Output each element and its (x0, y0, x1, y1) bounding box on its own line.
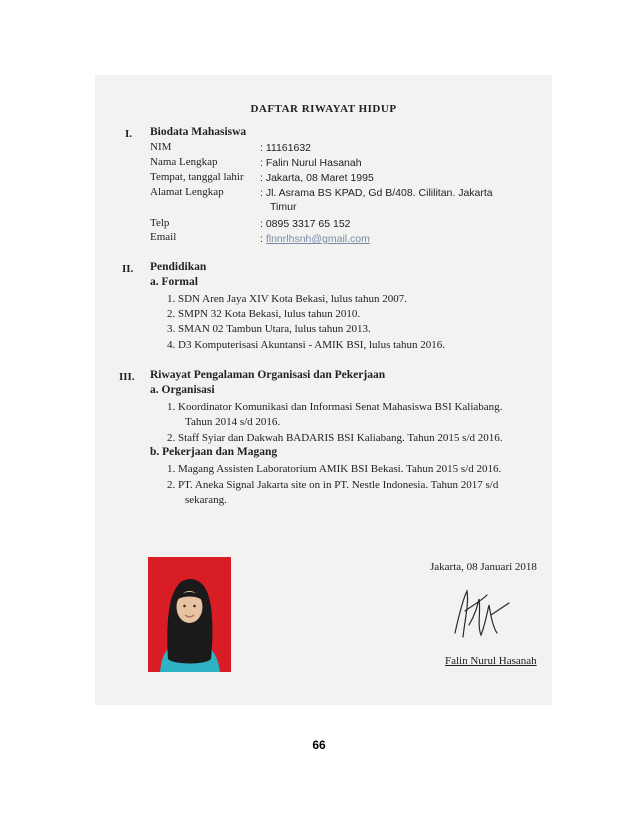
org-item-1: 1. Koordinator Komunikasi dan Informasi Senat Mahasiswa BSI Kaliabang. (167, 401, 503, 413)
org-item-1-line2: Tahun 2014 s/d 2016. (185, 416, 281, 428)
email-link[interactable]: flnnrlhsnh@gmail.com (265, 233, 370, 245)
org-item-2: 2. Staff Syiar dan Dakwah BADARIS BSI Kaliabang. Tahun 2015 s/d 2016. (167, 432, 503, 444)
job-item-1: 1. Magang Assisten Laboratorium AMIK BSI Bekasi. Tahun 2015 s/d 2016. (167, 463, 502, 475)
label-nim: NIM (150, 141, 172, 153)
section-2-heading: Pendidikan (150, 261, 207, 273)
edu-item-1: 1. SDN Aren Jaya XIV Kota Bekasi, lulus tahun 2007. (167, 293, 407, 305)
portrait-illustration (148, 557, 231, 672)
section-1-number: I. (125, 128, 133, 140)
label-email: Email (150, 231, 177, 243)
value-alamat: : Jl. Asrama BS KPAD, Gd B/408. Cililitan. Jakarta (260, 187, 493, 199)
section-2-number: II. (122, 263, 134, 275)
edu-item-4: 4. D3 Komputerisasi Akuntansi - AMIK BSI, lulus tahun 2016. (167, 339, 446, 351)
email-prefix: : (260, 233, 266, 245)
value-nama: : Falin Nurul Hasanah (260, 157, 362, 169)
cv-sheet (95, 75, 552, 705)
sign-name: Falin Nurul Hasanah (445, 655, 537, 667)
section-3-sub-a: a. Organisasi (150, 384, 215, 396)
label-ttl: Tempat, tanggal lahir (150, 171, 244, 183)
sign-place-date: Jakarta, 08 Januari 2018 (430, 561, 537, 573)
edu-item-3: 3. SMAN 02 Tambun Utara, lulus tahun 2013. (167, 323, 371, 335)
section-1-heading: Biodata Mahasiswa (150, 126, 247, 138)
label-alamat: Alamat Lengkap (150, 186, 224, 198)
profile-photo (148, 557, 231, 672)
label-telp: Telp (150, 217, 170, 229)
section-3-number: III. (119, 371, 135, 383)
page-number: 66 (312, 738, 326, 752)
section-3-sub-b: b. Pekerjaan dan Magang (150, 446, 278, 458)
edu-item-2: 2. SMPN 32 Kota Bekasi, lulus tahun 2010. (167, 308, 361, 320)
value-ttl: : Jakarta, 08 Maret 1995 (260, 172, 374, 184)
label-nama: Nama Lengkap (150, 156, 218, 168)
value-email-row (260, 233, 370, 245)
value-alamat-line2: Timur (270, 201, 297, 213)
job-item-2-line2: sekarang. (185, 494, 227, 506)
section-2-sub: a. Formal (150, 276, 198, 288)
handwritten-signature (447, 585, 517, 645)
document-title: DAFTAR RIWAYAT HIDUP (250, 103, 397, 115)
section-3-heading: Riwayat Pengalaman Organisasi dan Pekerjaan (150, 369, 386, 381)
job-item-2: 2. PT. Aneka Signal Jakarta site on in PT. Nestle Indonesia. Tahun 2017 s/d (167, 479, 499, 491)
value-telp: : 0895 3317 65 152 (260, 218, 351, 230)
value-nim: : 11161632 (260, 142, 311, 154)
